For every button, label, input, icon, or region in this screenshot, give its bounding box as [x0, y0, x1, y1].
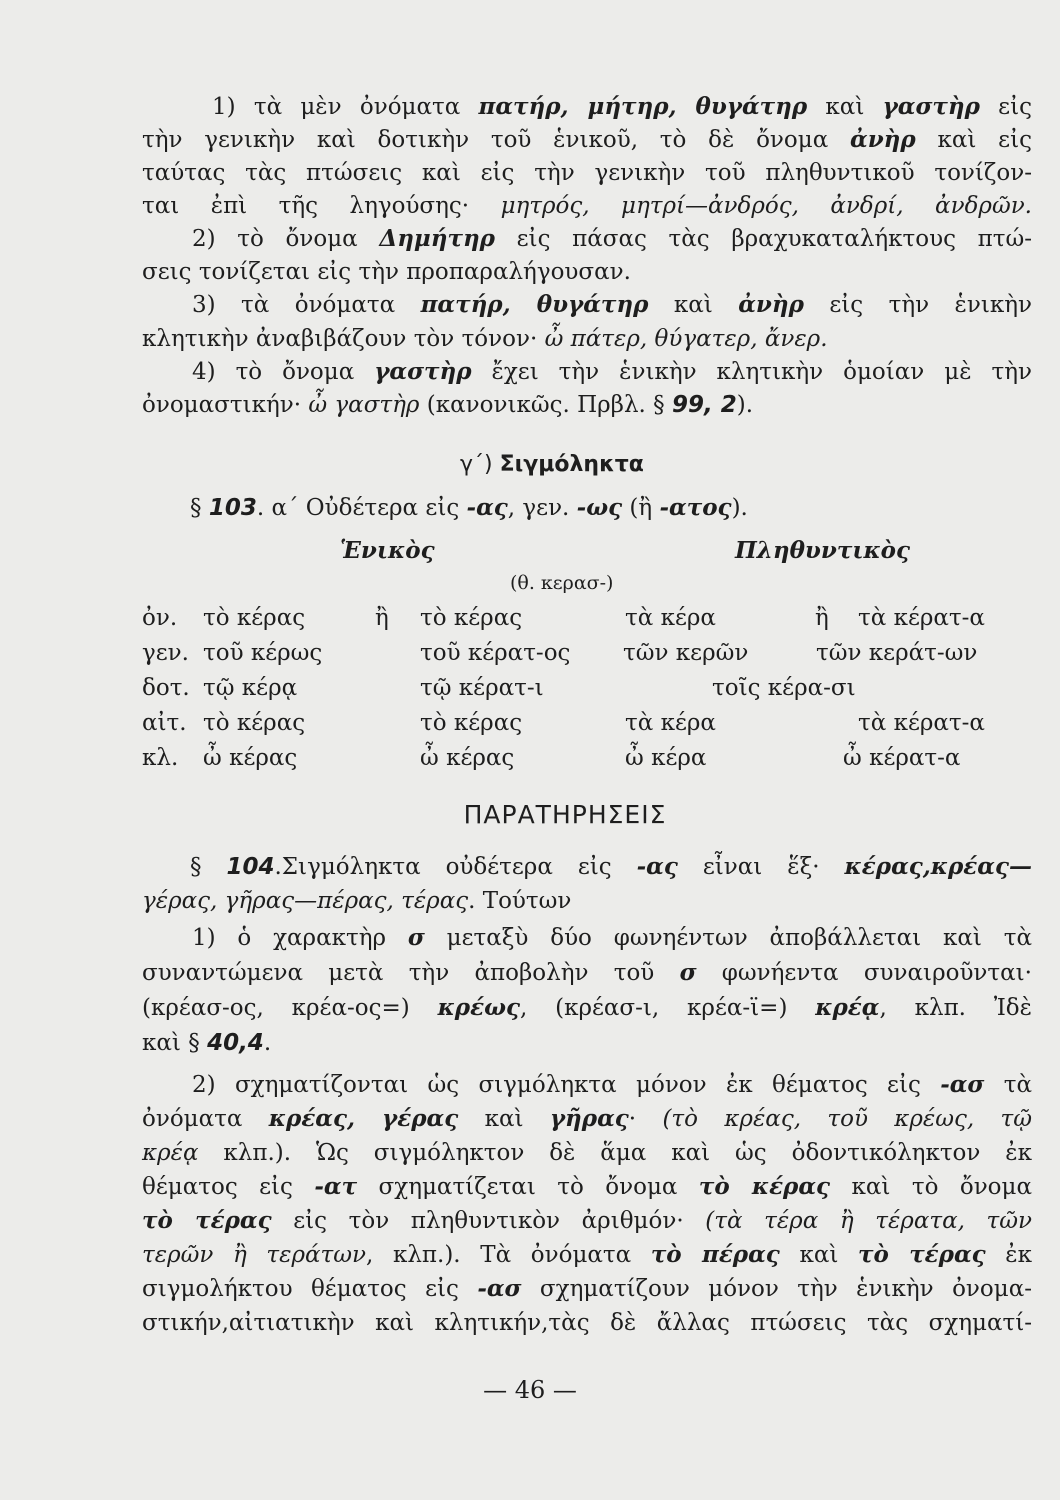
- para3-line1: 3) τὰ ὀνόματα πατήρ, θυγάτηρ καὶ ἀνὴρ εἰς τὴν ἑνικὴν: [192, 291, 1032, 318]
- para1-line2: τὴν γενικὴν καὶ δοτικὴν τοῦ ἑνικοῦ, τὸ δὲ ὄνομα ἀνὴρ καὶ εἰς: [142, 126, 1032, 153]
- paradigm-cell-case: δοτ.: [142, 675, 190, 701]
- obs2-line4: θέματος εἰς -ατ σχηματίζεται τὸ ὄνομα τὸ κέρας καὶ τὸ ὄνομα: [142, 1173, 1033, 1200]
- obs1-line1: 1) ὁ χαρακτὴρ σ μεταξὺ δύο φωνηέντων ἀποβάλλεται καὶ τὰ: [192, 924, 1033, 951]
- paradigm-cell-s1: ὦ κέρας: [203, 745, 298, 771]
- para1-line3: ταύτας τὰς πτώσεις καὶ εἰς τὴν γενικὴν τοῦ πληθυντικοῦ τονίζον-: [142, 160, 1032, 186]
- obs2-line6: τερῶν ἢ τεράτων, κλπ.). Τὰ ὀνόματα τὸ πέρας καὶ τὸ τέρας ἐκ: [142, 1241, 1033, 1268]
- observations-title: ΠΑΡΑΤΗΡΗΣΕΙΣ: [463, 800, 667, 829]
- section-104-line2: γέρας, γῆρας—πέρας, τέρας. Τούτων: [142, 888, 572, 914]
- paradigm-cell-case: γεν.: [142, 640, 189, 666]
- paradigm-cell-s1: τοῦ κέρως: [203, 640, 323, 666]
- paradigm-cell-p2: τὰ κέρατ-α: [858, 710, 985, 736]
- para4-line2: ὀνομαστικήν· ὦ γαστὴρ (κανονικῶς. Πρβλ. § 99, 2).: [142, 392, 754, 418]
- paradigm-cell-case: κλ.: [142, 745, 179, 771]
- paradigm-cell-s2: τὸ κέρας: [420, 710, 523, 736]
- obs2-line3: κρέᾳ κλπ.). Ὡς σιγμόληκτον δὲ ἅμα καὶ ὡς ὀδοντικόληκτον ἐκ: [142, 1140, 1032, 1166]
- paradigm-cell-p1: τὰ κέρα: [625, 710, 716, 736]
- paradigm-cell-s2: τὸ κέρας: [420, 605, 523, 631]
- para1-line1: 1) τὰ μὲν ὀνόματα πατήρ, μήτηρ, θυγάτηρ καὶ γαστὴρ εἰς: [212, 93, 1032, 120]
- para3-line2: κλητικὴν ἀναβιβάζουν τὸν τόνον· ὦ πάτερ, θύγατερ, ἄνερ.: [142, 326, 828, 352]
- paradigm-cell-s1: τῷ κέρᾳ: [203, 675, 298, 701]
- para1-line4: ται ἐπὶ τῆς ληγούσης· μητρός, μητρί—ἀνδρός, ἀνδρί, ἀνδρῶν.: [142, 193, 1032, 219]
- paradigm-cell-s2: ὦ κέρας: [420, 745, 515, 771]
- paradigm-cell-p2: τοῖς κέρα-σι: [712, 675, 856, 701]
- para2-line2: σεις τονίζεται εἰς τὴν προπαραλήγουσαν.: [142, 259, 631, 285]
- paradigm-cell-or2: ἢ: [815, 605, 829, 631]
- paradigm-cell-p2: τῶν κεράτ-ων: [816, 640, 978, 666]
- para4-line1: 4) τὸ ὄνομα γαστὴρ ἔχει τὴν ἑνικὴν κλητικὴν ὁμοίαν μὲ τὴν: [192, 358, 1032, 385]
- obs2-line8: στικήν,αἰτιατικὴν καὶ κλητικήν,τὰς δὲ ἄλλας πτώσεις τὰς σχηματί-: [142, 1310, 1032, 1336]
- obs2-line7: σιγμολήκτου θέματος εἰς -ασ σχηματίζουν μόνον τὴν ἑνικὴν ὀνομα-: [142, 1275, 1033, 1302]
- header-singular: Ἑνικὸς: [340, 537, 435, 564]
- paradigm-cell-p2: τὰ κέρατ-α: [858, 605, 985, 631]
- obs1-line4: καὶ § 40,4.: [142, 1030, 272, 1056]
- paradigm-cell-s1: τὸ κέρας: [203, 710, 306, 736]
- obs2-line5: τὸ τέρας εἰς τὸν πληθυντικὸν ἀριθμόν· (τὰ τέρα ἢ τέρατα, τῶν: [142, 1207, 1032, 1234]
- paradigm-cell-p1: ὦ κέρα: [625, 745, 707, 771]
- paradigm-cell-s2: τοῦ κέρατ-ος: [420, 640, 571, 666]
- obs1-line3: (κρέασ-ος, κρέα-ος=) κρέως, (κρέασ-ι, κρέα-ϊ=) κρέᾳ, κλπ. Ἰδὲ: [142, 994, 1032, 1021]
- header-plural: Πληθυντικὸς: [735, 537, 911, 564]
- paradigm-cell-s1: τὸ κέρας: [203, 605, 306, 631]
- obs2-line2: ὀνόματα κρέας, γέρας καὶ γῆρας· (τὸ κρέας, τοῦ κρέως, τῷ: [142, 1105, 1033, 1132]
- section-103-heading: § 103. α΄ Οὐδέτερα εἰς -ας, γεν. -ως (ἢ -ατος).: [190, 494, 748, 521]
- obs1-line2: συναντώμενα μετὰ τὴν ἀποβολὴν τοῦ σ φωνήεντα συναιροῦνται·: [142, 959, 1032, 986]
- stem-note: (θ. κερασ-): [510, 572, 614, 594]
- page-number: — 46 —: [483, 1376, 577, 1404]
- paradigm-cell-case: ὀν.: [142, 605, 178, 631]
- paradigm-cell-case: αἰτ.: [142, 710, 187, 736]
- paradigm-cell-p1: τὰ κέρα: [625, 605, 716, 631]
- paradigm-cell-s2: τῷ κέρατ-ι: [420, 675, 544, 701]
- para2-line1: 2) τὸ ὄνομα Δημήτηρ εἰς πάσας τὰς βραχυκαταλήκτους πτώ-: [192, 225, 1032, 252]
- paradigm-cell-p2: ὦ κέρατ-α: [843, 745, 961, 771]
- obs2-line1: 2) σχηματίζονται ὡς σιγμόληκτα μόνον ἐκ θέματος εἰς -ασ τὰ: [192, 1071, 1032, 1098]
- paradigm-cell-or1: ἢ: [375, 605, 389, 631]
- section-104-line1: § 104.Σιγμόληκτα οὐδέτερα εἰς -ας εἶναι ἕξ· κέρας,κρέας—: [190, 853, 1032, 880]
- paradigm-cell-p1: τῶν κερῶν: [623, 640, 749, 666]
- section-heading: γ΄) Σιγμόληκτα: [460, 452, 644, 477]
